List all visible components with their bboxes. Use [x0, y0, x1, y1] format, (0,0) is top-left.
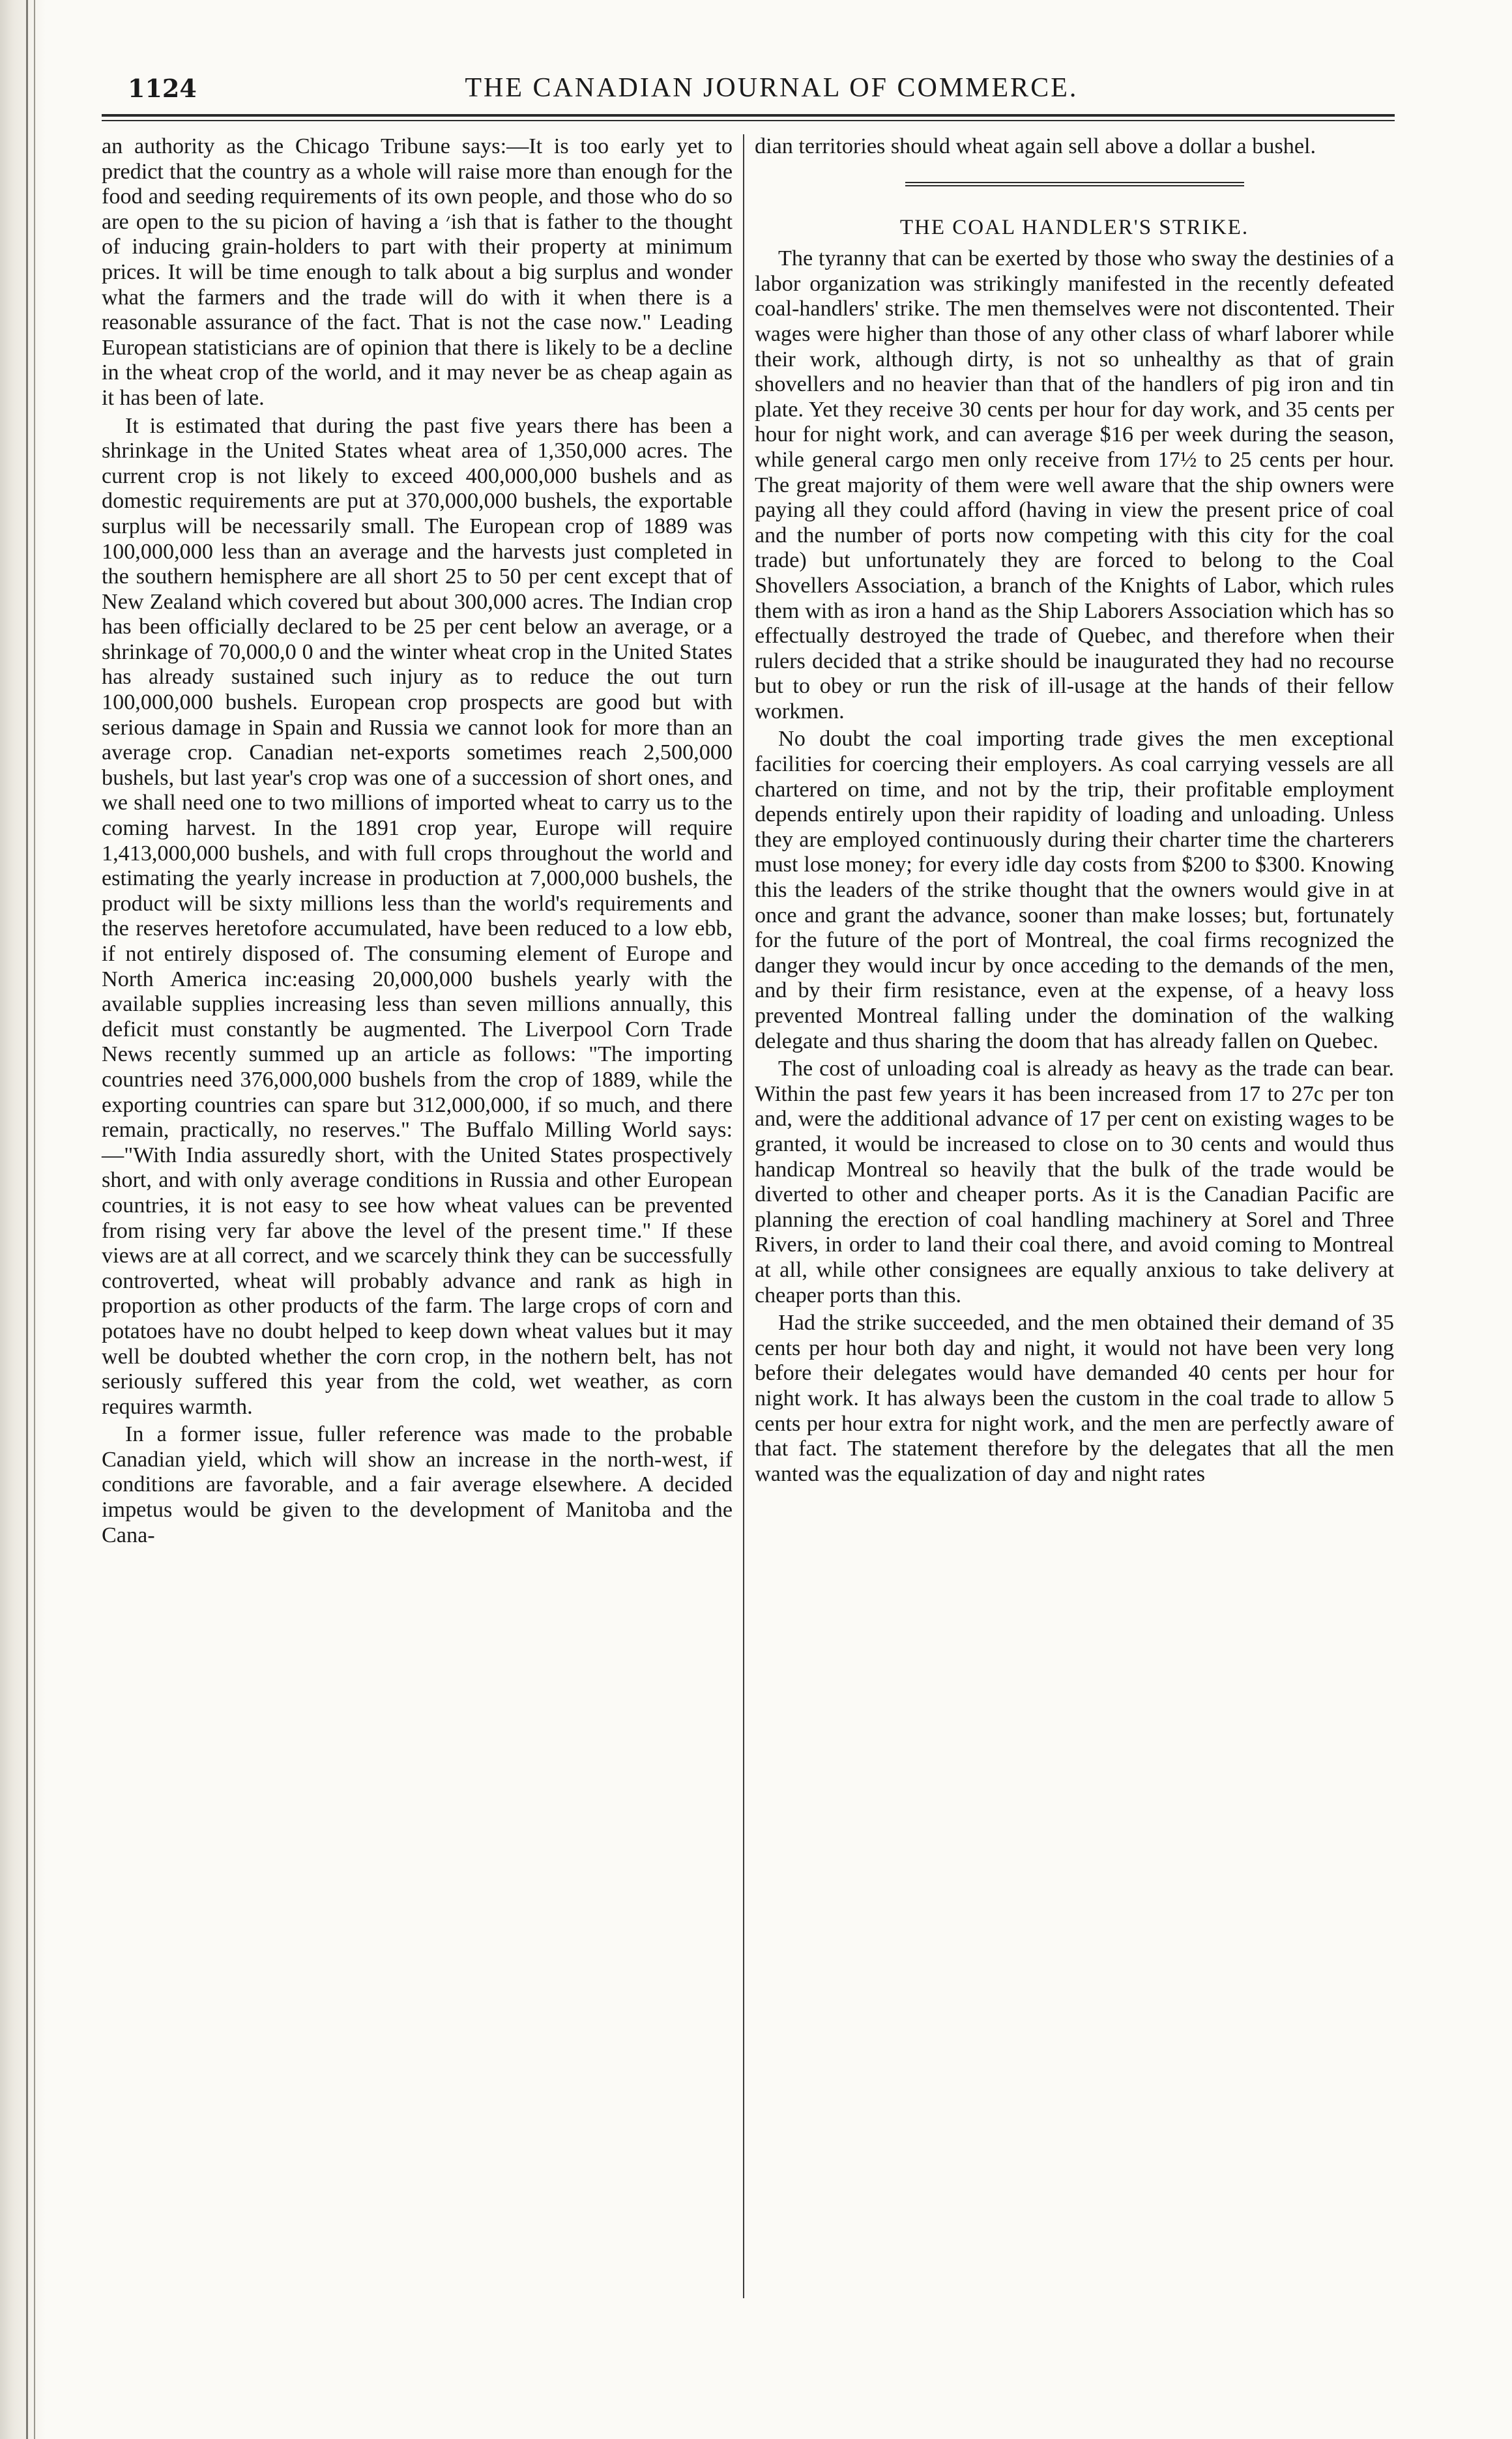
right-column — [755, 134, 1394, 1487]
right-paragraph-4: Had the strike succeeded, and the men obtained their demand of 35 cents per hour both day and night, it would not have been very long before their delegates would have demanded 40 cents per hour for night work. It has always been the custom in the coal trade to allow 5 cents per hour extra for night work, and the men are perfectly aware of that fact. The statement therefore by the delegates that all the men wanted was the equalization of day and night rates — [755, 1311, 1394, 1486]
binding-edge-line-inner — [34, 0, 35, 2439]
journal-title: THE CANADIAN JOURNAL OF COMMERCE. — [465, 73, 1079, 103]
header-rule-thick — [102, 114, 1395, 117]
left-paragraph-3: In a former issue, fuller reference was made to the probable Canadian yield, which will show an increase in the north-west, if conditions are favorable, and a fair average elsewhere. A decided impetus would be given to the development of Manitoba and the Cana- — [102, 1422, 733, 1547]
right-paragraph-continuation: dian territories should wheat again sell above a dollar a bushel. — [755, 134, 1316, 158]
left-paragraph-2: It is estimated that during the past five years there has been a shrinkage in the United States wheat area of 1,350,000 acres. The current crop is not likely to exceed 400,000,000 bushels and as domestic requirements are put at 370,000,000 bushels, the exportable surplus will be necessarily small. The European crop of 1889 was 100,000,000 less than an average and the harvests just completed in the southern hemisphere are all short 25 to 50 per cent except that of New Zealand which covered but about 300,000 acres. The Indian crop has been officially declared to be 25 per cent below an average, or a shrinkage of 70,000,0 0 and the winter wheat crop in the United States has already sustained such injury as to reduce the out turn 100,000,000 bushels. European crop prospects are good but with serious damage in Spain and Russia we cannot look for more than an average crop. Canadian net-exports sometimes reach 2,500,000 bushels, but last year's crop was one of a succession of short ones, and we shall need one to two millions of imported wheat to carry us to the coming harvest. In the 1891 crop year, Europe will require 1,413,000,000 bushels, and with full crops throughout the world and estimating the yearly increase in production at 7,000,000 bushels, the product will be sixty millions less than the world's requirements and the reserves heretofore accumulated, have been reduced to a low ebb, if not entirely disposed of. The consuming element of Europe and North America inc:easing 20,000,000 bushels yearly with the available supplies increasing less than seven millions annually, this deficit must constantly be augmented. The Liverpool Corn Trade News recently summed up an article as follows: "The importing countries need 376,000,000 bushels from the crop of 1889, while the exporting countries can spare but 312,000,000, if so much, and there remain, practically, no reserves." The Buffalo Milling World says:—"With India assuredly short, with the United States prospectively short, and with only average conditions in Russia and other European countries, it is not easy to see how wheat values can be prevented from rising very far above the level of the present time." If these views are at all correct, and we scarcely think they can be successfully controverted, wheat will probably advance and rank as high in proportion as other products of the farm. The large crops of corn and potatoes have no doubt helped to keep down wheat values but it may well be doubted whether the corn crop, in the nothern belt, has not seriously suffered this year from the cold, wet weather, as corn requires warmth. — [102, 413, 733, 1419]
binding-edge-line — [26, 0, 28, 2439]
left-paragraph-1: an authority as the Chicago Tribune says:—It is too early yet to predict that the country as a whole will raise more than enough for the food and seeding requirements of its own people, and those who do so are open to the su picion of having a ׳ish that is father to the thought of inducing grain-holders to part with their property at minimum prices. It will be time enough to talk about a big surplus and wonder what the farmers and the trade will do with it when there is a reasonable assurance of the fact. That is not the case now." Leading European statisticians are of opinion that there is likely to be a decline in the wheat crop of the world, and it may never be as cheap again as it has been of late. — [102, 134, 733, 410]
column-divider — [743, 134, 744, 2298]
section-separator-rule — [905, 182, 1244, 186]
page-header — [128, 65, 1392, 111]
left-column — [102, 134, 733, 1548]
right-paragraph-1: The tyranny that can be exerted by those who sway the destinies of a labor organization was strikingly manifested in the recently defeated coal-handlers' strike. The men themselves were not discontented. Their wages were higher than those of any other class of wharf laborer while their work, although dirty, is not so unhealthy as that of grain shovellers and no heavier than that of the handlers of pig iron and tin plate. Yet they receive 30 cents per hour for day work, and 35 cents per hour for night work, and can average $16 per week during the season, while general cargo men only receive from 17½ to 25 cents per hour. The great majority of them were well aware that the ship owners were paying all they could afford (having in view the present price of coal and the number of ports now competing with this city for the coal trade) but unfortunately they are forced to belong to the Coal Shovellers Association, a branch of the Knights of Labor, which rules them with as iron a hand as the Ship Laborers Association which has so effectually destroyed the trade of Quebec, and therefore when their rulers decided that a strike should be inaugurated they had no recourse but to obey or run the risk of ill-usage at the hands of their fellow workmen. — [755, 246, 1394, 723]
right-paragraph-2: No doubt the coal importing trade gives the men exceptional facilities for coercing their employers. As coal carrying vessels are all chartered on time, and not by the trip, their profitable employment depends entirely upon their rapidity of loading and unloading. Unless they are employed continuously during their charter time the charterers must lose money; for every idle day costs from $200 to $300. Knowing this the leaders of the strike thought that the owners would give in at once and grant the advance, sooner than make losses; but, fortunately for the future of the port of Montreal, the coal firms recognized the danger they would incur by once acceding to the demands of the men, and by their firm resistance, even at the expense, of a heavy loss prevented Montreal falling under the domination of the walking delegate and thus sharing the doom that has already fallen on Quebec. — [755, 727, 1394, 1053]
article-heading: THE COAL HANDLER'S STRIKE. — [899, 215, 1249, 239]
header-rule-thin — [102, 120, 1395, 121]
binding-shadow — [0, 0, 46, 2439]
page-number: 1124 — [128, 73, 197, 103]
right-paragraph-3: The cost of unloading coal is already as heavy as the trade can bear. Within the past few years it has been increased from 17 to 27c per ton and, were the additional advance of 17 per cent on existing wages to be granted, it would be increased to close on to 30 cents and would thus handicap Montreal so heavily that the bulk of the trade would be diverted to other and cheaper ports. As it is the Canadian Pacific are planning the erection of coal handling machinery at Sorel and Three Rivers, in order to land their coal there, and avoid coming to Montreal at all, while other consignees are equally anxious to take delivery at cheaper ports than this. — [755, 1057, 1394, 1307]
